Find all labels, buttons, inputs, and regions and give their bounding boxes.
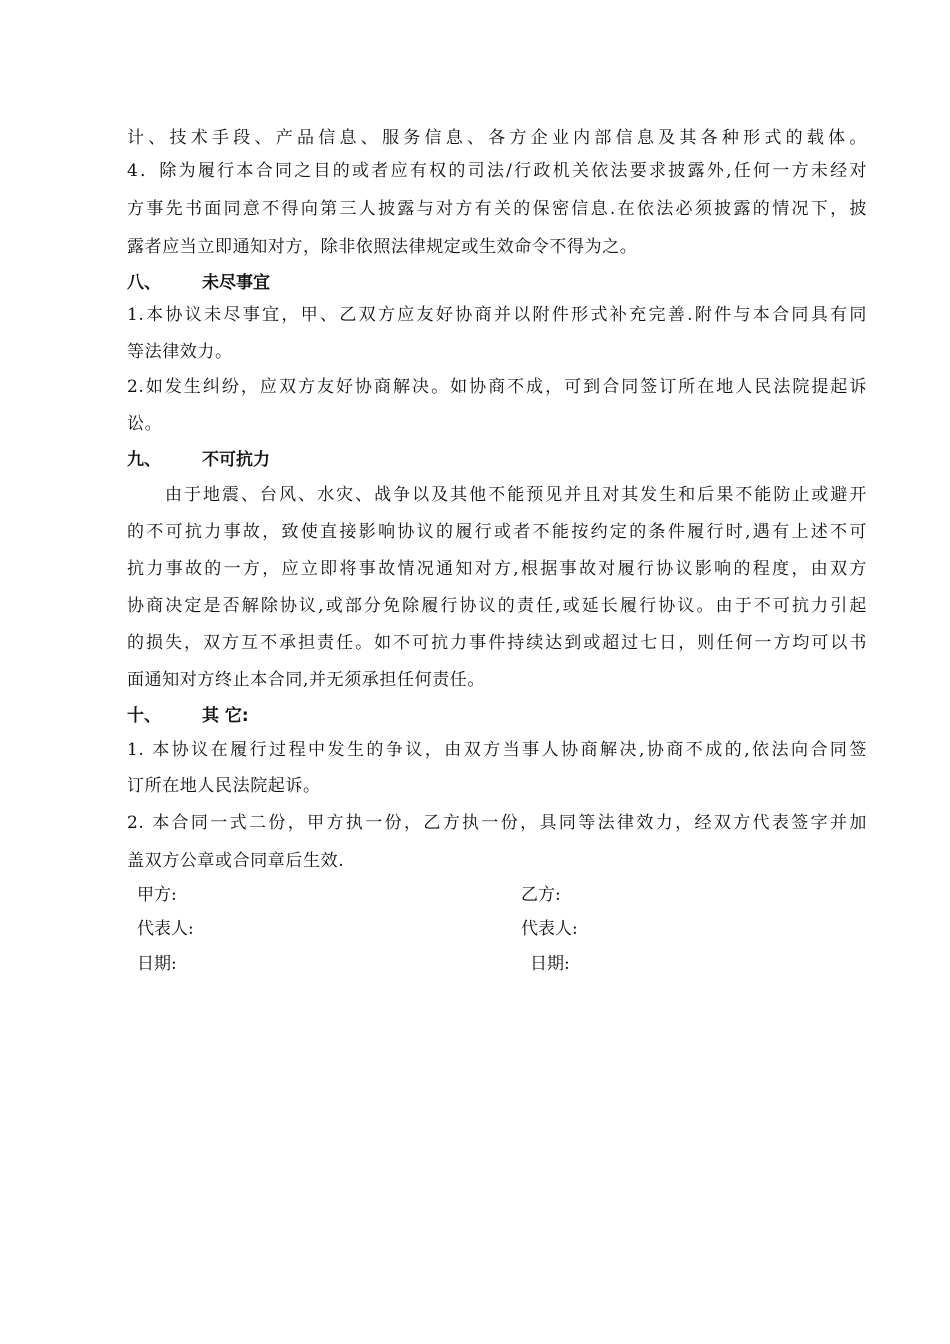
section-title: 其 它:: [202, 706, 249, 726]
paragraph-line: 1. 本协议在履行过程中发生的争议，由双方当事人协商解决,协商不成的,依法向合同签: [127, 740, 867, 760]
section-number: 八、: [127, 273, 161, 293]
party-a-label: 甲方:: [137, 885, 177, 905]
party-b-representative-label: 代表人:: [521, 919, 578, 939]
section-number: 十、: [127, 706, 161, 726]
paragraph-line: 讼。: [127, 414, 163, 434]
paragraph-line: 面通知对方终止本合同,并无须承担任何责任。: [127, 670, 486, 690]
paragraph-line: 协商决定是否解除协议,或部分免除履行协议的责任,或延长履行协议。由于不可抗力引起: [127, 596, 867, 616]
paragraph-line: 露者应当立即通知对方，除非依照法律规定或生效命令不得为之。: [127, 237, 638, 257]
party-b-label: 乙方:: [521, 885, 561, 905]
paragraph-line: 计、技术手段、产品信息、服务信息、各方企业内部信息及其各种形式的载体。: [127, 128, 867, 148]
section-heading-10: [127, 704, 249, 728]
section-title: 未尽事宜: [202, 273, 270, 293]
party-a-date-label: 日期:: [137, 954, 177, 974]
paragraph-line: 盖双方公章或合同章后生效.: [127, 851, 345, 871]
paragraph-line: 2.如发生纠纷，应双方友好协商解决。如协商不成，可到合同签订所在地人民法院提起诉: [127, 377, 867, 397]
party-b-date-label: 日期:: [530, 954, 570, 974]
paragraph-line: 1.本协议未尽事宜，甲、乙双方应友好协商并以附件形式补充完善.附件与本合同具有同: [127, 305, 867, 325]
party-a-representative-label: 代表人:: [137, 919, 194, 939]
section-number: 九、: [127, 450, 161, 470]
paragraph-line: 的损失，双方互不承担责任。如不可抗力事件持续达到或超过七日，则任何一方均可以书: [127, 633, 867, 653]
paragraph-line: 的不可抗力事故，致使直接影响协议的履行或者不能按约定的条件履行时,遇有上述不可: [127, 522, 867, 542]
paragraph-line: 4．除为履行本合同之目的或者应有权的司法/行政机关依法要求披露外,任何一方未经对: [127, 161, 867, 181]
section-heading-9: [127, 448, 270, 472]
paragraph-line: 2. 本合同一式二份，甲方执一份，乙方执一份，具同等法律效力，经双方代表签字并加: [127, 813, 867, 833]
paragraph-line: 订所在地人民法院起诉。: [127, 776, 321, 796]
paragraph-line: 方事先书面同意不得向第三人披露与对方有关的保密信息.在依法必须披露的情况下，披: [127, 199, 867, 219]
section-heading-8: [127, 271, 270, 295]
paragraph-line: 由于地震、台风、水灾、战争以及其他不能预见并且对其发生和后果不能防止或避开: [165, 485, 867, 505]
paragraph-line: 等法律效力。: [127, 342, 233, 362]
paragraph-line: 抗力事故的一方，应立即将事故情况通知对方,根据事故对履行协议影响的程度，由双方: [127, 559, 867, 579]
section-title: 不可抗力: [202, 450, 270, 470]
